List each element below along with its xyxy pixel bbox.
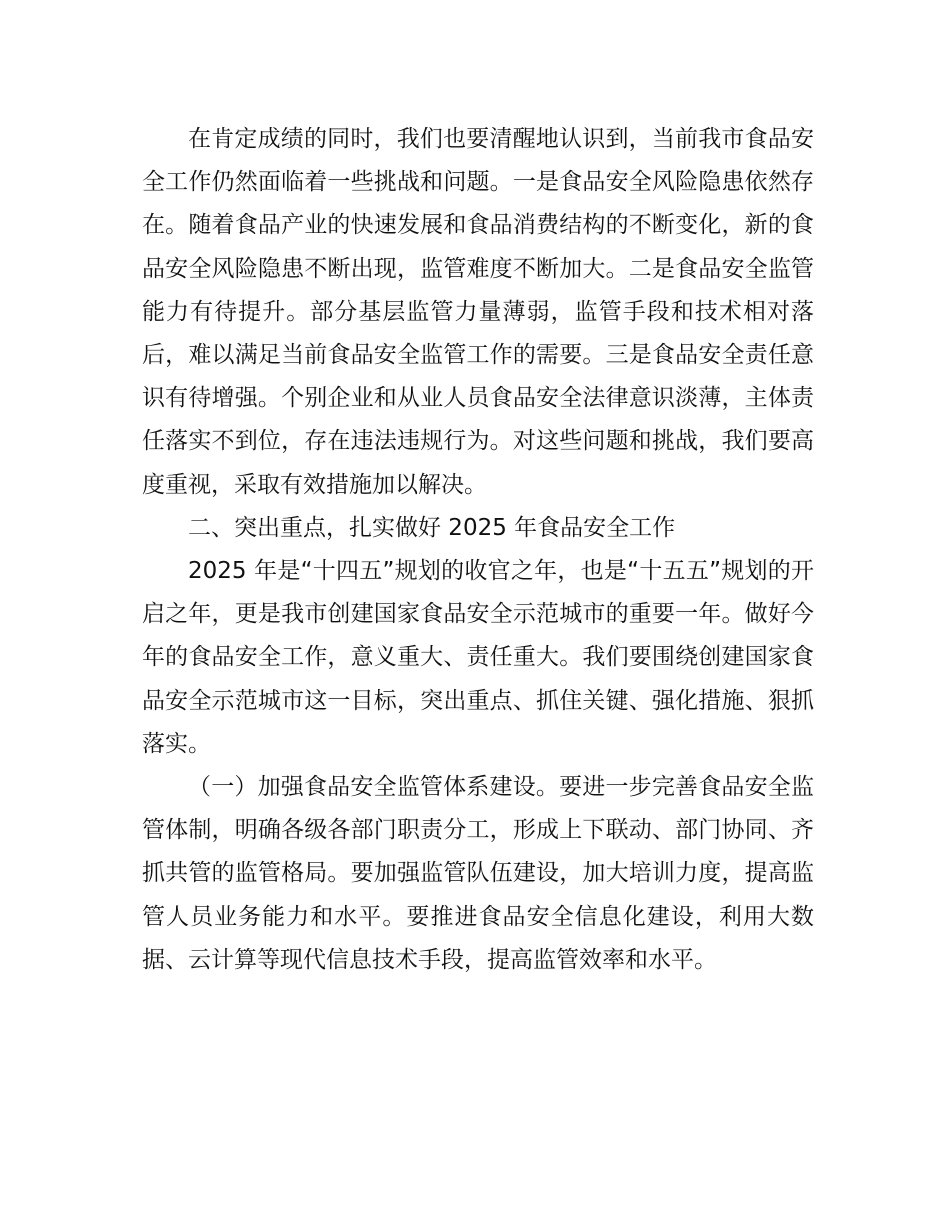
paragraph-supervision-system: （一）加强食品安全监管体系建设。要进一步完善食品安全监管体制，明确各级各部门职责分工，形成上下联动、部门协同、齐抓共管的监管格局。要加强监管队伍建设，加大培训力度，提高监管人员业务能力和水平。要推进食品安全信息化建设，利用大数据、云计算等现代信息技术手段，提高监管效率和水平。 [142, 774, 814, 973]
document-body [142, 118, 814, 982]
paragraph-challenges: 在肯定成绩的同时，我们也要清醒地认识到，当前我市食品安全工作仍然面临着一些挑战和问题。一是食品安全风险隐患依然存在。随着食品产业的快速发展和食品消费结构的不断变化，新的食品安全风险隐患不断出现，监管难度不断加大。二是食品安全监管能力有待提升。部分基层监管力量薄弱，监管手段和技术相对落后，难以满足当前食品安全监管工作的需要。三是食品安全责任意识有待增强。个别企业和从业人员食品安全法律意识淡薄，主体责任落实不到位，存在违法违规行为。对这些问题和挑战，我们要高度重视，采取有效措施加以解决。 [142, 126, 814, 498]
paragraph-2025-significance: 2025 年是“十四五”规划的收官之年，也是“十五五”规划的开启之年，更是我市创建国家食品安全示范城市的重要一年。做好今年的食品安全工作，意义重大、责任重大。我们要围绕创建国家食品安全示范城市这一目标，突出重点、抓住关键、强化措施、狠抓落实。 [142, 558, 814, 757]
section-heading-2025-priorities: 二、突出重点，扎实做好 2025 年食品安全工作 [188, 514, 676, 541]
